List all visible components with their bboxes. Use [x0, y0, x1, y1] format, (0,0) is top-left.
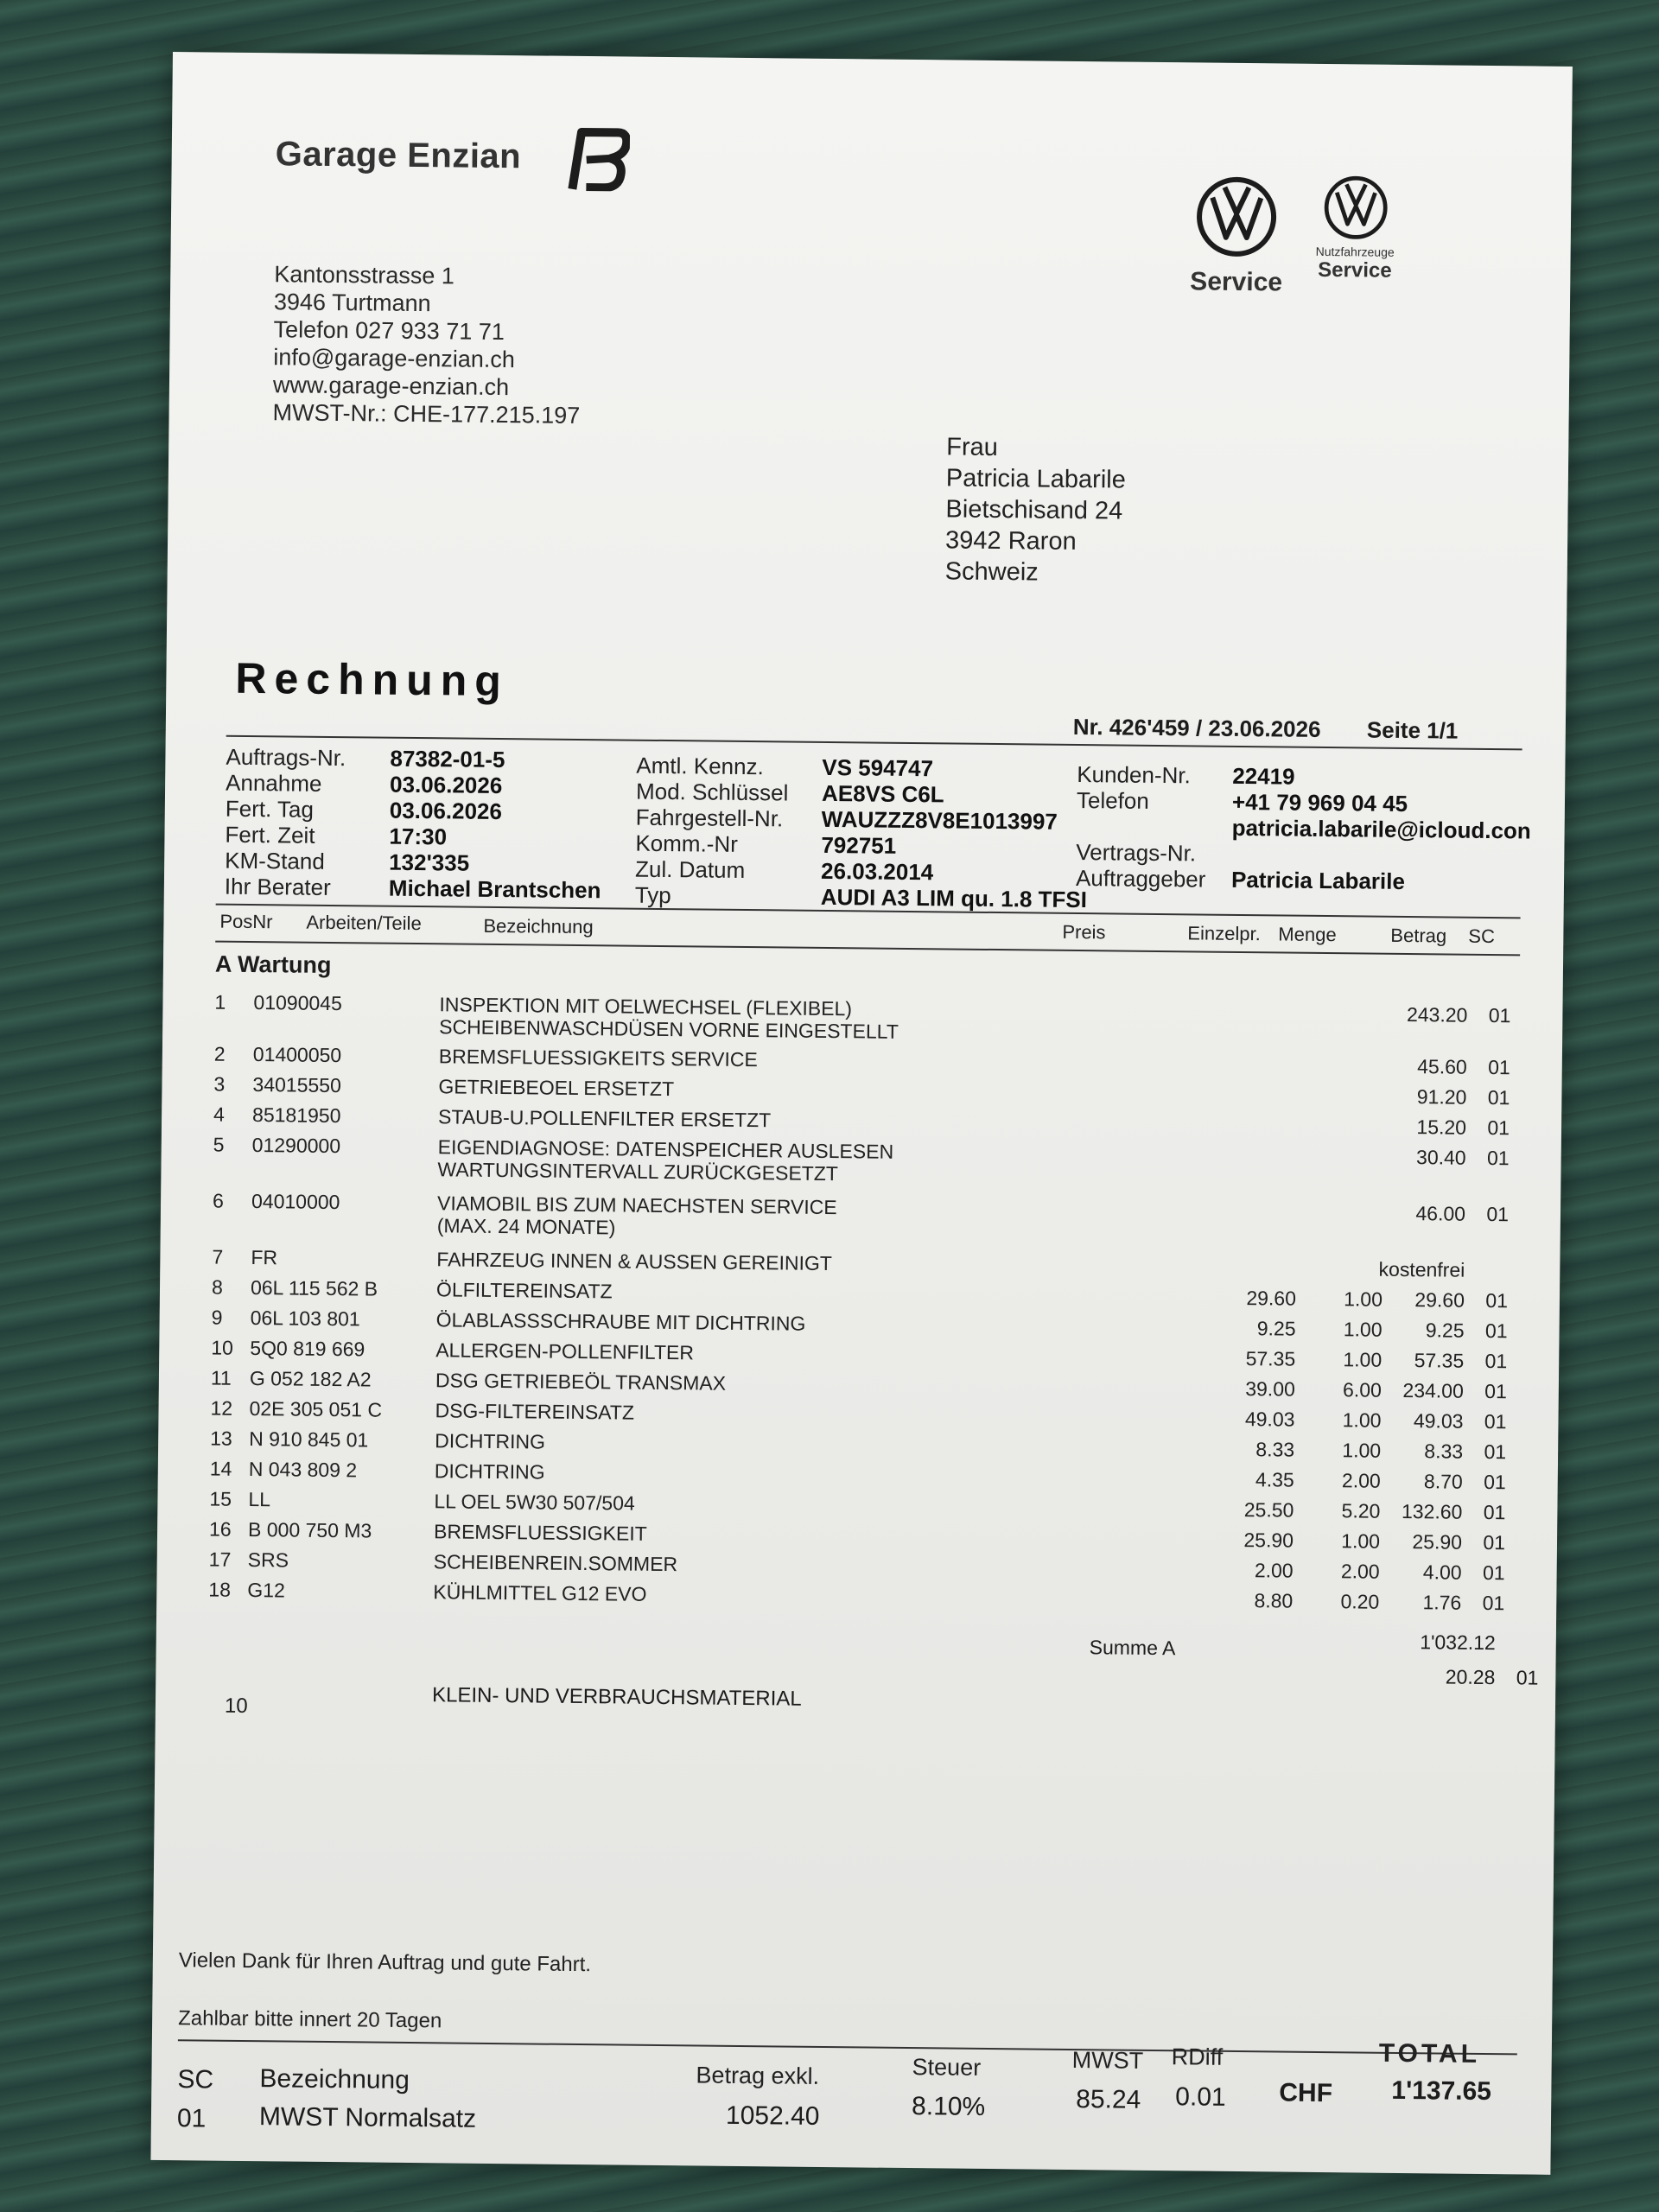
- item-amount: 8.33: [1424, 1440, 1464, 1463]
- kunden-value: 22419: [1232, 762, 1295, 790]
- item-amount: 46.00: [1415, 1202, 1466, 1225]
- item-posnr: 6: [212, 1189, 225, 1212]
- garage-name: Garage Enzian: [275, 135, 522, 176]
- item-sc: 01: [1484, 1440, 1507, 1464]
- item-article: B 000 750 M3: [247, 1518, 372, 1542]
- item-unit-price: 57.35: [1245, 1347, 1296, 1370]
- meta-value: 03.06.2026: [389, 797, 503, 825]
- item-description: BREMSFLUESSIGKEITS SERVICE: [438, 1045, 758, 1071]
- recipient-line: 3942 Raron: [944, 526, 1077, 556]
- item-unit-price: 25.50: [1243, 1498, 1294, 1522]
- address-line: info@garage-enzian.ch: [273, 344, 516, 373]
- item-amount: kostenfrei: [1378, 1257, 1465, 1281]
- footer-h-total: TOTAL: [1378, 2038, 1481, 2069]
- item-sc: 01: [1484, 1409, 1507, 1433]
- footer-betrag: 1052.40: [725, 2101, 820, 2131]
- item-unit-price: 49.03: [1244, 1408, 1295, 1431]
- footer-h-steuer: Steuer: [912, 2054, 982, 2081]
- footer-currency: CHF: [1279, 2078, 1333, 2108]
- item-sc: 01: [1484, 1349, 1508, 1373]
- meta-value: AE8VS C6L: [821, 779, 944, 808]
- meta-key: KM-Stand: [225, 847, 325, 874]
- table-row: [159, 1335, 1524, 1373]
- item-article: FR: [251, 1246, 278, 1269]
- table-row: [162, 1102, 1527, 1140]
- item-amount: 29.60: [1414, 1288, 1465, 1312]
- meta-value: 792751: [821, 831, 897, 859]
- item-posnr: 17: [208, 1548, 232, 1571]
- item-amount: 15.20: [1416, 1116, 1467, 1139]
- service-label: Service: [1190, 267, 1283, 297]
- item-posnr: 3: [213, 1072, 226, 1096]
- recipient-line: Patricia Labarile: [945, 464, 1126, 494]
- item-unit-price: 8.33: [1255, 1438, 1295, 1461]
- item-article: 02E 305 051 C: [249, 1397, 383, 1421]
- item-description: DICHTRING: [435, 1429, 546, 1453]
- summe-value: 1'032.12: [1420, 1630, 1496, 1655]
- item-unit-price: 8.80: [1254, 1589, 1294, 1612]
- item-quantity: 1.00: [1341, 1529, 1381, 1553]
- summe-label: Summe A: [1089, 1636, 1176, 1660]
- item-amount: 243.20: [1406, 1003, 1468, 1027]
- col-sc: SC: [1468, 925, 1496, 948]
- item-quantity: 2.00: [1341, 1469, 1381, 1492]
- item-amount: 9.25: [1425, 1319, 1465, 1342]
- table-row: [162, 1041, 1528, 1079]
- item-posnr: 2: [213, 1042, 226, 1065]
- item-quantity: 2.00: [1340, 1560, 1380, 1583]
- meta-key: Mod. Schlüssel: [635, 778, 789, 806]
- item-article: 06L 103 801: [250, 1306, 360, 1331]
- footer-h-mwst: MWST: [1071, 2047, 1144, 2074]
- item-posnr: 18: [208, 1578, 232, 1601]
- meta-value: Michael Brantschen: [388, 874, 601, 904]
- table-row: [159, 1395, 1524, 1433]
- item-sc: 01: [1487, 1086, 1510, 1109]
- meta-mid: [634, 752, 1088, 913]
- footer-sc: 01: [176, 2104, 207, 2133]
- meta-value: AUDI A3 LIM qu. 1.8 TFSI: [820, 883, 1088, 913]
- footer-rdiff: 0.01: [1175, 2082, 1226, 2112]
- item-sc: 01: [1488, 1056, 1510, 1079]
- section-heading: A Wartung: [214, 950, 332, 978]
- table-row: [162, 1071, 1528, 1109]
- item-posnr: 16: [208, 1517, 232, 1541]
- item-description: BREMSFLUESSIGKEIT: [433, 1520, 647, 1545]
- vw-service-logo: [1190, 175, 1283, 297]
- address-line: Kantonsstrasse 1: [274, 261, 455, 289]
- meta-key: Fert. Zeit: [225, 821, 315, 849]
- address-line: Telefon 027 933 71 71: [273, 316, 505, 346]
- item-posnr: 15: [209, 1487, 232, 1510]
- table-row: [160, 1305, 1525, 1343]
- table-row: [157, 1516, 1522, 1554]
- table-row: [158, 1486, 1523, 1524]
- col-einzelpr: Einzelpr.: [1187, 922, 1261, 945]
- kunden-label: Kunden-Nr.: [1077, 761, 1191, 789]
- item-amount: 30.40: [1415, 1146, 1466, 1169]
- item-sc: 01: [1483, 1530, 1506, 1554]
- page-indicator: Seite 1/1: [1366, 716, 1459, 744]
- footer-rule: [178, 2039, 1517, 2055]
- item-unit-price: 2.00: [1254, 1559, 1294, 1582]
- item-quantity: 6.00: [1342, 1378, 1382, 1402]
- meta-value: WAUZZZ8V8E1013997: [821, 805, 1058, 835]
- item-amount: 234.00: [1402, 1378, 1464, 1402]
- item-article: 34015550: [252, 1073, 341, 1097]
- item-article: 85181950: [251, 1103, 341, 1128]
- invoice-paper: [150, 52, 1572, 2175]
- nutz-small-label: Nutzfahrzeuge: [1315, 244, 1395, 259]
- item-posnr: 9: [211, 1306, 223, 1329]
- meta-value: 132'335: [389, 849, 470, 876]
- item-sc: 01: [1482, 1560, 1505, 1585]
- col-arbeiten: Arbeiten/Teile: [306, 911, 422, 935]
- footer-bez: MWST Normalsatz: [258, 2102, 477, 2133]
- item-article: 01090045: [253, 991, 342, 1015]
- footer-mwst: 85.24: [1076, 2085, 1141, 2114]
- meta-key: Komm.-Nr: [635, 830, 739, 857]
- meta-key: Typ: [634, 881, 671, 909]
- item-article: 01400050: [252, 1043, 342, 1067]
- item-quantity: 0.20: [1340, 1590, 1380, 1613]
- address-line: www.garage-enzian.ch: [272, 372, 510, 401]
- nutz-service-label: Service: [1318, 257, 1392, 283]
- item-article: G 052 182 A2: [249, 1367, 372, 1391]
- table-row: [157, 1547, 1522, 1585]
- item-sc: 01: [1486, 1202, 1510, 1226]
- extra-sc: 01: [1516, 1666, 1539, 1689]
- item-article: N 043 809 2: [248, 1458, 358, 1482]
- item-posnr: 13: [210, 1427, 232, 1450]
- item-description: STAUB-U.POLLENFILTER ERSETZT: [437, 1105, 772, 1132]
- invoice-number: Nr. 426'459 / 23.06.2026: [1072, 713, 1321, 742]
- item-amount: 8.70: [1423, 1470, 1463, 1493]
- item-posnr: 10: [211, 1336, 234, 1359]
- item-posnr: 7: [212, 1245, 224, 1268]
- footer-h-betrag: Betrag exkl.: [696, 2062, 820, 2089]
- address-line: 3946 Turtmann: [273, 289, 431, 317]
- item-unit-price: 25.90: [1243, 1529, 1294, 1552]
- auftraggeber-value: Patricia Labarile: [1230, 866, 1406, 894]
- item-amount: 49.03: [1413, 1409, 1464, 1433]
- item-quantity: 1.00: [1342, 1408, 1382, 1432]
- table-row: [159, 1365, 1524, 1403]
- item-article: 01290000: [251, 1134, 341, 1158]
- item-sc: 01: [1484, 1470, 1506, 1494]
- col-bezeichnung: Bezeichnung: [483, 914, 594, 938]
- payment-terms: Zahlbar bitte innert 20 Tagen: [178, 2006, 442, 2033]
- item-unit-price: 9.25: [1256, 1317, 1296, 1340]
- item-sc: 01: [1483, 1500, 1506, 1524]
- item-amount: 45.60: [1417, 1055, 1467, 1078]
- item-sc: 01: [1482, 1591, 1505, 1615]
- garage-address: [272, 260, 582, 429]
- item-amount: 91.20: [1416, 1085, 1467, 1109]
- item-article: 5Q0 819 669: [250, 1337, 365, 1361]
- item-description: EIGENDIAGNOSE: DATENSPEICHER AUSLESEN: [437, 1135, 894, 1163]
- meta-key: Fert. Tag: [225, 795, 315, 823]
- table-row: [163, 989, 1529, 1043]
- item-posnr: 8: [211, 1275, 223, 1299]
- item-description: ÖLABLASSSCHRAUBE MIT DICHTRING: [435, 1308, 806, 1335]
- item-description: DSG GETRIEBEÖL TRANSMAX: [435, 1369, 727, 1395]
- email-value: patricia.labarile@icloud.con: [1231, 814, 1531, 844]
- item-posnr: 11: [210, 1366, 232, 1389]
- meta-key: Annahme: [225, 769, 322, 797]
- vw-nutz-logo-icon: [1322, 175, 1389, 241]
- meta-right: [1075, 761, 1531, 894]
- item-posnr: 14: [209, 1457, 232, 1480]
- item-article: 06L 115 562 B: [250, 1276, 378, 1300]
- item-sc: 01: [1488, 1004, 1511, 1027]
- item-posnr: 1: [214, 990, 226, 1014]
- footer-steuer: 8.10%: [911, 2092, 986, 2121]
- meta-value: 26.03.2014: [820, 857, 934, 886]
- table-row: [161, 1188, 1526, 1239]
- item-description: INSPEKTION MIT OELWECHSEL (FLEXIBEL): [439, 993, 853, 1020]
- item-description: ALLERGEN-POLLENFILTER: [435, 1338, 695, 1364]
- item-sc: 01: [1484, 1319, 1508, 1343]
- meta-value: 03.06.2026: [389, 771, 503, 799]
- extra-betrag: 20.28: [1445, 1665, 1496, 1689]
- thanks-text: Vielen Dank für Ihren Auftrag und gute Fahrt.: [178, 1948, 592, 1977]
- col-menge: Menge: [1278, 923, 1337, 946]
- item-article: SRS: [247, 1548, 289, 1572]
- footer-h-rdiff: RDiff: [1171, 2044, 1224, 2070]
- item-description-line2: (MAX. 24 MONATE): [436, 1214, 616, 1239]
- item-amount: 57.35: [1414, 1349, 1465, 1372]
- meta-key: Fahrgestell-Nr.: [635, 804, 784, 832]
- item-posnr: 12: [210, 1396, 233, 1420]
- vw-nutz-logo: [1315, 175, 1395, 283]
- col-preis: Preis: [1062, 920, 1106, 944]
- meta-left: [224, 743, 601, 904]
- table-row: [157, 1577, 1522, 1615]
- recipient-line: Schweiz: [944, 557, 1039, 587]
- item-description: FAHRZEUG INNEN & AUSSEN GEREINIGT: [436, 1248, 833, 1275]
- footer-h-sc: SC: [177, 2065, 214, 2094]
- table-row: [162, 1132, 1527, 1185]
- footer-h-bez: Bezeichnung: [259, 2064, 410, 2094]
- item-quantity: 1.00: [1344, 1287, 1383, 1311]
- garage-logo-icon: [560, 127, 630, 196]
- extra-desc: KLEIN- UND VERBRAUCHSMATERIAL: [431, 1683, 802, 1711]
- item-sc: 01: [1484, 1379, 1507, 1403]
- item-sc: 01: [1485, 1288, 1509, 1313]
- item-posnr: 5: [213, 1133, 225, 1156]
- item-article: 04010000: [251, 1190, 340, 1214]
- col-betrag: Betrag: [1390, 924, 1447, 947]
- table-row: [158, 1426, 1523, 1464]
- item-description: ÖLFILTEREINSATZ: [435, 1278, 613, 1303]
- item-description: GETRIEBEOEL ERSETZT: [438, 1075, 675, 1101]
- recipient-line: Bietschisand 24: [945, 495, 1123, 525]
- item-description: KÜHLMITTEL G12 EVO: [433, 1580, 647, 1605]
- item-description: LL OEL 5W30 507/504: [434, 1490, 635, 1515]
- vw-logo-icon: [1195, 175, 1279, 258]
- item-description: VIAMOBIL BIS ZUM NAECHSTEN SERVICE: [436, 1192, 837, 1219]
- item-description-line2: SCHEIBENWASCHDÜSEN VORNE EINGESTELLT: [439, 1015, 899, 1043]
- auftraggeber-label: Auftraggeber: [1075, 864, 1206, 893]
- item-amount: 25.90: [1412, 1530, 1463, 1554]
- vertrag-label: Vertrags-Nr.: [1076, 838, 1197, 867]
- item-posnr: 4: [213, 1103, 226, 1126]
- item-quantity: 1.00: [1343, 1318, 1382, 1341]
- meta-key: Ihr Berater: [224, 873, 331, 900]
- item-article: G12: [247, 1579, 285, 1602]
- recipient-line: Frau: [946, 433, 999, 462]
- item-unit-price: 39.00: [1245, 1377, 1296, 1401]
- meta-key: Amtl. Kennz.: [636, 752, 764, 780]
- address-line: MWST-Nr.: CHE-177.215.197: [272, 399, 581, 429]
- item-description: DICHTRING: [434, 1459, 545, 1484]
- item-quantity: 1.00: [1343, 1348, 1382, 1371]
- item-amount: 132.60: [1401, 1499, 1463, 1523]
- item-quantity: 5.20: [1341, 1499, 1381, 1522]
- item-description: DSG-FILTEREINSATZ: [435, 1399, 635, 1424]
- recipient-address: [945, 431, 1127, 588]
- document-title: Rechnung: [235, 653, 510, 706]
- item-description-line2: WARTUNGSINTERVALL ZURÜCKGESETZT: [437, 1158, 839, 1185]
- item-article: N 910 845 01: [249, 1427, 369, 1452]
- table-row: [160, 1274, 1525, 1313]
- footer-total: 1'137.65: [1391, 2075, 1492, 2107]
- item-unit-price: 4.35: [1255, 1468, 1294, 1491]
- item-description: SCHEIBENREIN.SOMMER: [433, 1550, 678, 1576]
- col-posnr: PosNr: [219, 910, 273, 933]
- item-article: LL: [248, 1488, 271, 1511]
- meta-value: VS 594747: [822, 753, 934, 782]
- telefon-value: +41 79 969 04 45: [1231, 788, 1408, 817]
- meta-value: 87382-01-5: [390, 745, 505, 773]
- meta-value: 17:30: [389, 823, 448, 850]
- table-row: [158, 1456, 1523, 1494]
- item-sc: 01: [1487, 1116, 1510, 1140]
- item-amount: 1.76: [1422, 1591, 1462, 1614]
- meta-key: Zul. Datum: [634, 855, 746, 883]
- item-amount: 4.00: [1422, 1560, 1462, 1584]
- meta-key: Auftrags-Nr.: [226, 743, 346, 772]
- table-row: [161, 1244, 1526, 1281]
- item-sc: 01: [1486, 1146, 1510, 1170]
- extra-pos: 10: [224, 1694, 248, 1719]
- item-unit-price: 29.60: [1246, 1287, 1297, 1310]
- telefon-label: Telefon: [1076, 787, 1149, 814]
- item-quantity: 1.00: [1342, 1439, 1382, 1462]
